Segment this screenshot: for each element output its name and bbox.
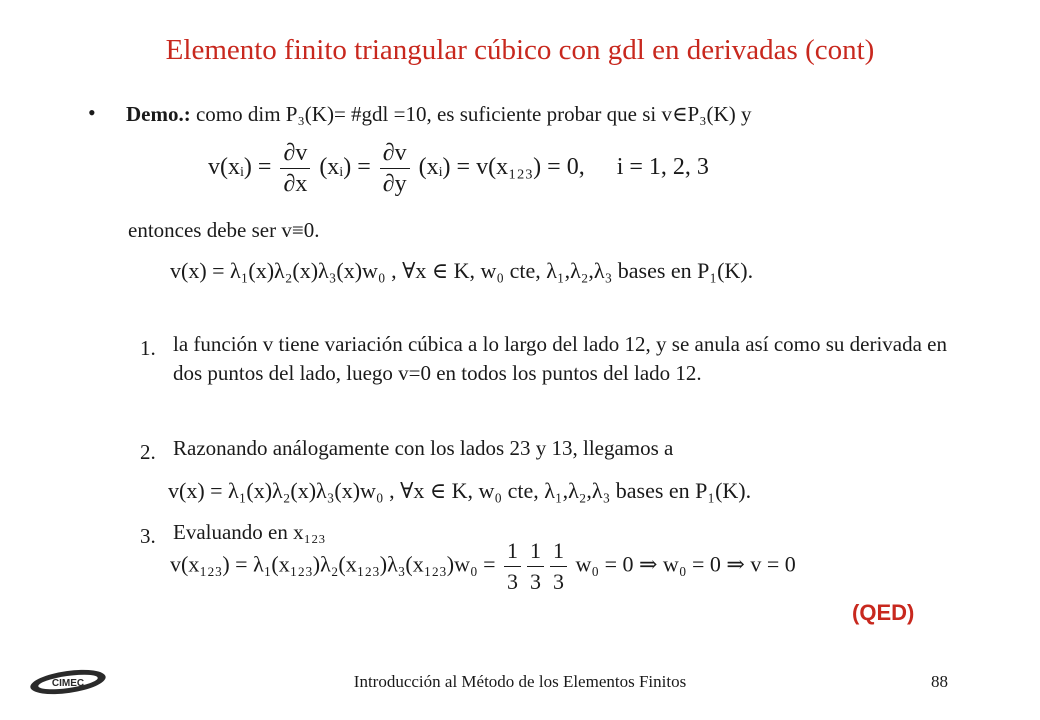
bullet-icon: • xyxy=(88,100,96,125)
eq4-fraction-2: $\frac{1}{3}$ xyxy=(527,536,544,597)
equation-4 xyxy=(170,536,796,597)
demo-text: como dim P₃(K)= #gdl =10, es suficiente probar que si v∈P₃(K) y xyxy=(190,102,752,126)
eq4-rhs: w₀ = 0 ⇒ w₀ = 0 ⇒ v = 0 xyxy=(575,551,796,577)
footer-title: Introducción al Método de los Elementos Finitos xyxy=(353,672,687,691)
demo-line xyxy=(126,102,751,127)
eq1-range: i = 1, 2, 3 xyxy=(616,154,709,181)
eq4-fraction-3: $\frac{1}{3}$ xyxy=(550,536,567,597)
eq1-dx-fraction: $\frac{\partial v}{\partial x}$ xyxy=(280,138,310,199)
logo-text: CIMEC xyxy=(51,678,85,689)
item-3-text: Evaluando en x₁₂₃ xyxy=(173,520,326,544)
slide-title: Elemento finito triangular cúbico con gdl en derivadas (cont) xyxy=(165,34,875,66)
equation-1 xyxy=(208,138,709,199)
page-number: 88 xyxy=(931,672,948,691)
item-1-number: 1. xyxy=(140,336,156,360)
eq1-rhs: (xᵢ) = v(x₁₂₃) = 0, xyxy=(418,154,585,181)
eq4-fraction-1: $\frac{1}{3}$ xyxy=(504,536,521,597)
item-3-number: 3. xyxy=(140,524,156,548)
eq1-mid: (xᵢ) = xyxy=(319,154,371,181)
eq4-lhs: v(x₁₂₃) = λ₁(x₁₂₃)λ₂(x₁₂₃)λ₃(x₁₂₃)w₀ = xyxy=(170,551,496,577)
qed-label: (QED) xyxy=(852,600,915,625)
eq1-dy-fraction: $\frac{\partial v}{\partial y}$ xyxy=(380,138,410,199)
equation-2: v(x) = λ₁(x)λ₂(x)λ₃(x)w₀ , ∀x ∈ K, w₀ cte, λ₁,λ₂,λ₃ bases en P₁(K). xyxy=(170,258,754,283)
item-2-number: 2. xyxy=(140,440,156,464)
demo-label: Demo.: xyxy=(126,102,191,126)
conclusion-text: entonces debe ser v≡0. xyxy=(128,218,320,242)
item-2-text: Razonando análogamente con los lados 23 y 13, llegamos a xyxy=(173,436,674,460)
eq1-lhs: v(xᵢ) = xyxy=(208,154,272,181)
item-1-text: la función v tiene variación cúbica a lo largo del lado 12, y se anula así como su derivada en dos puntos del lado, luego v=0 en todos los puntos del lado 12. xyxy=(173,332,948,385)
equation-3: v(x) = λ₁(x)λ₂(x)λ₃(x)w₀ , ∀x ∈ K, w₀ cte, λ₁,λ₂,λ₃ bases en P₁(K). xyxy=(168,478,752,503)
